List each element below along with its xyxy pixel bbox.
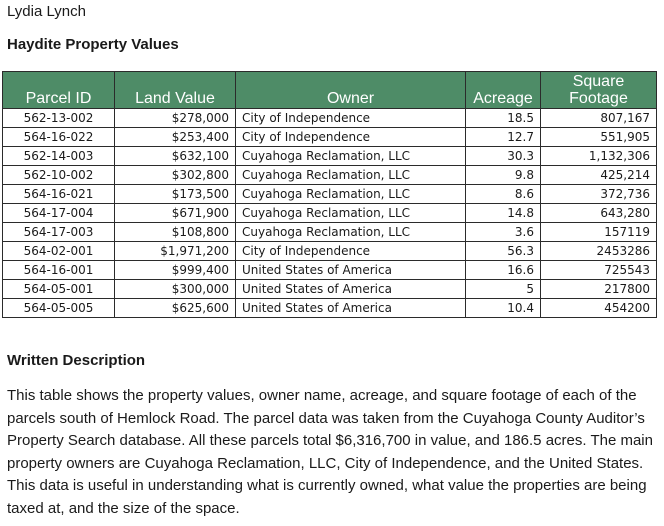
cell-acreage: 18.5 (466, 109, 541, 128)
cell-parcel-id: 564-17-003 (3, 223, 115, 242)
property-values-table (2, 71, 657, 318)
table-body (3, 109, 657, 318)
cell-acreage: 12.7 (466, 128, 541, 147)
cell-acreage: 8.6 (466, 185, 541, 204)
table-row (3, 185, 657, 204)
cell-land-value: $625,600 (115, 299, 236, 318)
cell-owner: Cuyahoga Reclamation, LLC (236, 185, 466, 204)
cell-parcel-id: 564-05-001 (3, 280, 115, 299)
cell-owner: United States of America (236, 261, 466, 280)
cell-land-value: $173,500 (115, 185, 236, 204)
table-row (3, 128, 657, 147)
table-row (3, 299, 657, 318)
table-row (3, 166, 657, 185)
cell-parcel-id: 564-16-021 (3, 185, 115, 204)
column-header-owner: Owner (236, 72, 466, 109)
cell-parcel-id: 564-05-005 (3, 299, 115, 318)
table-row (3, 147, 657, 166)
cell-owner: Cuyahoga Reclamation, LLC (236, 147, 466, 166)
cell-parcel-id: 564-17-004 (3, 204, 115, 223)
cell-parcel-id: 564-16-001 (3, 261, 115, 280)
cell-owner: Cuyahoga Reclamation, LLC (236, 204, 466, 223)
cell-acreage: 56.3 (466, 242, 541, 261)
table-row (3, 280, 657, 299)
cell-owner: City of Independence (236, 242, 466, 261)
cell-land-value: $253,400 (115, 128, 236, 147)
cell-square-footage: 1,132,306 (541, 147, 657, 166)
cell-acreage: 30.3 (466, 147, 541, 166)
cell-land-value: $108,800 (115, 223, 236, 242)
cell-acreage: 16.6 (466, 261, 541, 280)
cell-acreage: 3.6 (466, 223, 541, 242)
cell-land-value: $300,000 (115, 280, 236, 299)
cell-square-footage: 425,214 (541, 166, 657, 185)
cell-land-value: $1,971,200 (115, 242, 236, 261)
cell-owner: City of Independence (236, 128, 466, 147)
cell-owner: City of Independence (236, 109, 466, 128)
cell-land-value: $302,800 (115, 166, 236, 185)
cell-land-value: $278,000 (115, 109, 236, 128)
cell-land-value: $999,400 (115, 261, 236, 280)
column-header-square-footage: Square Footage (541, 72, 657, 109)
table-row (3, 242, 657, 261)
cell-acreage: 10.4 (466, 299, 541, 318)
column-header-acreage: Acreage (466, 72, 541, 109)
cell-square-footage: 2453286 (541, 242, 657, 261)
cell-land-value: $632,100 (115, 147, 236, 166)
cell-parcel-id: 562-14-003 (3, 147, 115, 166)
cell-square-footage: 643,280 (541, 204, 657, 223)
document-title: Haydite Property Values (7, 36, 179, 53)
cell-square-footage: 725543 (541, 261, 657, 280)
table-row (3, 204, 657, 223)
table-row (3, 261, 657, 280)
table-row (3, 223, 657, 242)
cell-parcel-id: 562-13-002 (3, 109, 115, 128)
column-header-parcel-id: Parcel ID (3, 72, 115, 109)
cell-acreage: 9.8 (466, 166, 541, 185)
cell-acreage: 5 (466, 280, 541, 299)
table-row (3, 109, 657, 128)
cell-parcel-id: 564-16-022 (3, 128, 115, 147)
cell-owner: United States of America (236, 280, 466, 299)
cell-square-footage: 807,167 (541, 109, 657, 128)
cell-square-footage: 551,905 (541, 128, 657, 147)
cell-square-footage: 217800 (541, 280, 657, 299)
cell-land-value: $671,900 (115, 204, 236, 223)
cell-parcel-id: 564-02-001 (3, 242, 115, 261)
cell-owner: Cuyahoga Reclamation, LLC (236, 166, 466, 185)
description-heading: Written Description (7, 352, 146, 369)
cell-square-footage: 454200 (541, 299, 657, 318)
author-name: Lydia Lynch (7, 3, 86, 20)
description-body: This table shows the property values, owner name, acreage, and square footage of each of the parcels south of Hemlock Road. The parcel data was taken from the Cuyahoga County Auditor’s Property Search database. All these parcels total $6,316,700 in value, and 186.5 acres. The main property owners are Cuyahoga Reclamation, LLC, City of Independence, and the United States. This data is useful in understanding what is currently owned, what value the properties are being taxed at, and the size of the space. (7, 387, 653, 517)
column-header-land-value: Land Value (115, 72, 236, 109)
cell-owner: United States of America (236, 299, 466, 318)
cell-square-footage: 372,736 (541, 185, 657, 204)
cell-acreage: 14.8 (466, 204, 541, 223)
cell-parcel-id: 562-10-002 (3, 166, 115, 185)
cell-square-footage: 157119 (541, 223, 657, 242)
table-header-row (3, 72, 657, 109)
cell-owner: Cuyahoga Reclamation, LLC (236, 223, 466, 242)
